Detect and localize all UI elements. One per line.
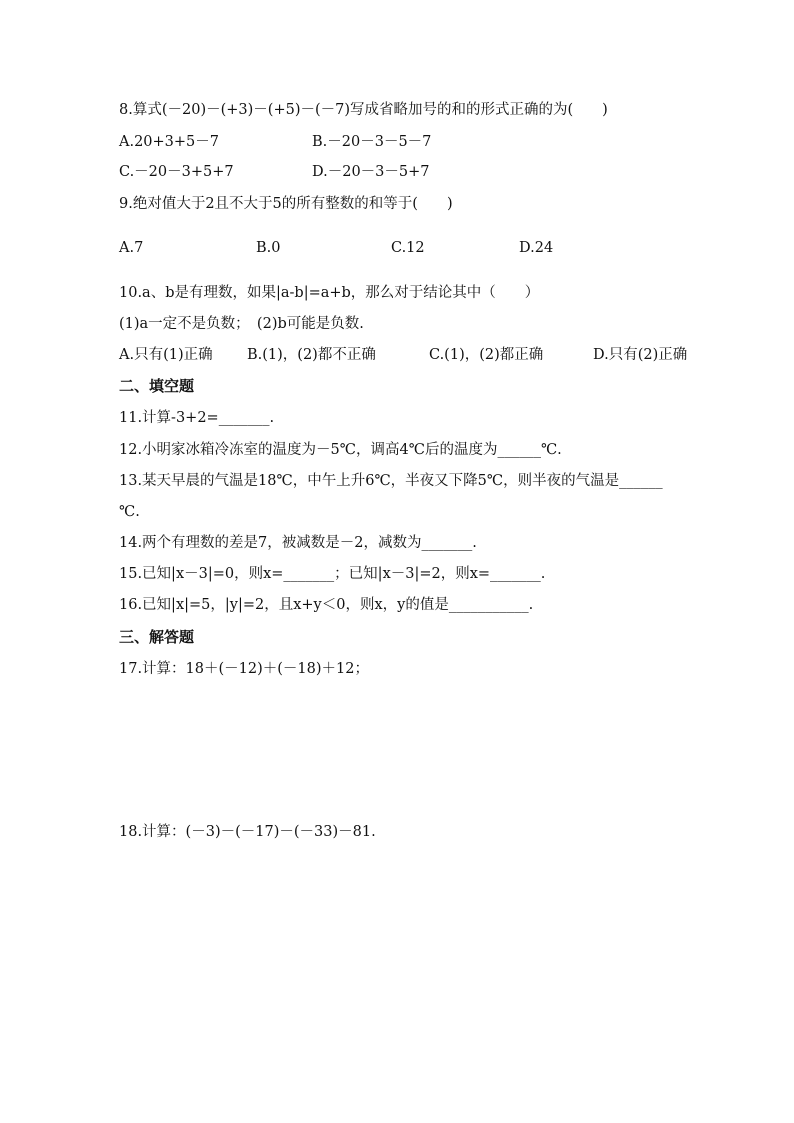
question-10-option-c: C.(1)，(2)都正确 <box>429 347 544 363</box>
question-8-option-c: C.－20－3+5+7 <box>119 164 234 180</box>
question-15: 15.已知|x－3|=0，则x=_______；已知|x－3|=2，则x=_______. <box>119 566 546 582</box>
question-9-option-d: D.24 <box>519 240 554 256</box>
question-8-option-b: B.－20－3－5－7 <box>312 134 432 150</box>
section-heading-answer: 三、解答题 <box>119 628 195 646</box>
question-11: 11.计算-3+2=_______. <box>119 410 275 426</box>
question-10-option-a: A.只有(1)正确 <box>119 347 213 363</box>
question-8-stem: 8.算式(－20)－(+3)－(+5)－(－7)写成省略加号的和的形式正确的为( ) <box>119 102 608 118</box>
question-10-statements: (1)a一定不是负数； (2)b可能是负数. <box>119 316 364 332</box>
question-10-stem: 10.a、b是有理数，如果|a-b|=a+b，那么对于结论其中（ ） <box>119 285 540 301</box>
question-14: 14.两个有理数的差是7，被减数是－2，减数为_______. <box>119 535 477 551</box>
question-9-stem: 9.绝对值大于2且不大于5的所有整数的和等于( ) <box>119 196 453 212</box>
question-9-option-b: B.0 <box>256 240 281 256</box>
question-9-option-a: A.7 <box>119 240 144 256</box>
section-heading-fill-in: 二、填空题 <box>119 377 195 395</box>
question-12: 12.小明家冰箱冷冻室的温度为－5℃，调高4℃后的温度为______℃. <box>119 442 562 458</box>
question-16: 16.已知|x|=5，|y|=2，且x+y＜0，则x，y的值是___________. <box>119 597 534 613</box>
question-8-option-a: A.20+3+5－7 <box>119 134 220 150</box>
question-8-option-d: D.－20－3－5+7 <box>312 164 430 180</box>
question-13-line-1: 13.某天早晨的气温是18℃，中午上升6℃，半夜又下降5℃，则半夜的气温是______ <box>119 473 663 489</box>
question-18: 18.计算：(－3)－(－17)－(－33)－81. <box>119 824 376 840</box>
question-17: 17.计算：18＋(－12)＋(－18)＋12； <box>119 661 369 677</box>
question-10-option-b: B.(1)，(2)都不正确 <box>247 347 376 363</box>
question-13-line-2: ℃. <box>119 504 140 520</box>
question-10-option-d: D.只有(2)正确 <box>593 347 688 363</box>
question-9-option-c: C.12 <box>391 240 425 256</box>
